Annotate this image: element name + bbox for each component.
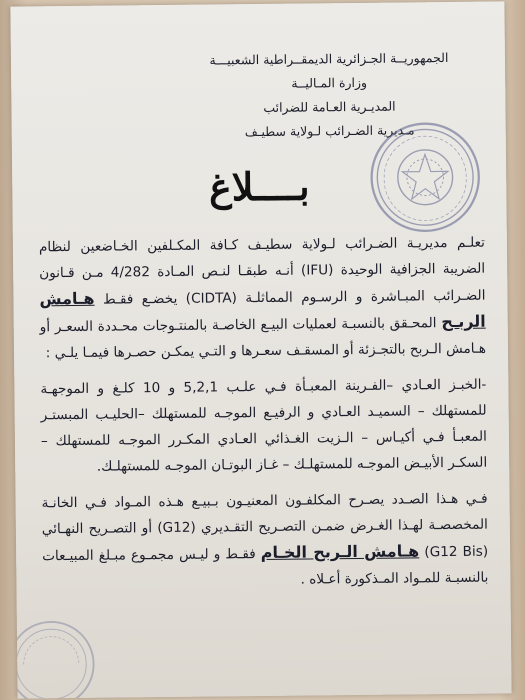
closing-text-start: فـي هـذا الصـدد يصـرح المكلفـون المعنيـون بـبيـع هـذه المـواد فـي الخانـة المخصصـة لهـذا الغـرض ضمـن التصـريح التقـديري (G12) أو التصـريح النهـائي (G12 Bis) xyxy=(41,490,489,561)
intro-text-end: المحـقق بالنسبـة لعمليات البيـع الخاصـة بالمنتـوجات محـددة السعـر أو هـامش الـربح بالتجـزئة أو المسقـف سعـرها و التـي يمكـن حصـرها فيمـا يلـي : xyxy=(39,315,487,362)
notice-body xyxy=(39,230,489,596)
closing-text-end: فقـط و ليـس مجمـوع مبـلغ المبيـعات بالنسبـة للمـواد المـذكورة أعـلاه . xyxy=(42,546,489,588)
product-list-paragraph: -الخبـز العـادي –الفـرينة المعبـأة فـي علـب 5,2,1 و 10 كلـغ و الموجهـة للمستهلك – السميـد العـادي و الرفيـع الموجـه للمستهلك –الحليـب المبستـر المعبـأ فـي أكيـاس – الـزيت الغـذائي العـادي المكـرر الموجـه للمستهلك – السكـر الأبيـض الموجـه للمستهلـك – غـاز البوتـان الموجـه للمستهلـك. xyxy=(40,376,488,475)
notice-document xyxy=(10,1,511,698)
closing-highlight-gross-margin: هـامش الـربح الخـام xyxy=(260,541,420,563)
document-title: بــــلاغ xyxy=(208,163,310,210)
header-directorate-wilaya-line: مـديرية الضـرائب لـولاية سطيـف xyxy=(244,122,415,140)
header-ministry-line: وزارة المـاليــة xyxy=(291,74,368,91)
intro-paragraph xyxy=(39,230,486,367)
intro-text-start: تعلـم مديريـة الضـرائب لـولاية سطيـف كـافة المكـلفين الخـاضعين لنظام الضريبة الجزافية الوحيدة (IFU) أنـه طبقـا لنـص المـادة 4/282 مـن قـانون الضـرائب المبـاشرة و الرسـوم المماثلـة (CIDTA) يخضـع فقـط xyxy=(38,234,486,308)
intro-highlight-profit-margin: هـامش الربـح xyxy=(39,288,486,332)
partial-stamp-icon xyxy=(10,618,97,699)
closing-paragraph xyxy=(41,486,488,596)
header-directorate-general-line: المديـرية العـامة للضرائب xyxy=(263,98,396,115)
header-republic-line: الجمهوريــة الجـزائرية الديمقــراطية الشعبيـــة xyxy=(209,50,449,68)
